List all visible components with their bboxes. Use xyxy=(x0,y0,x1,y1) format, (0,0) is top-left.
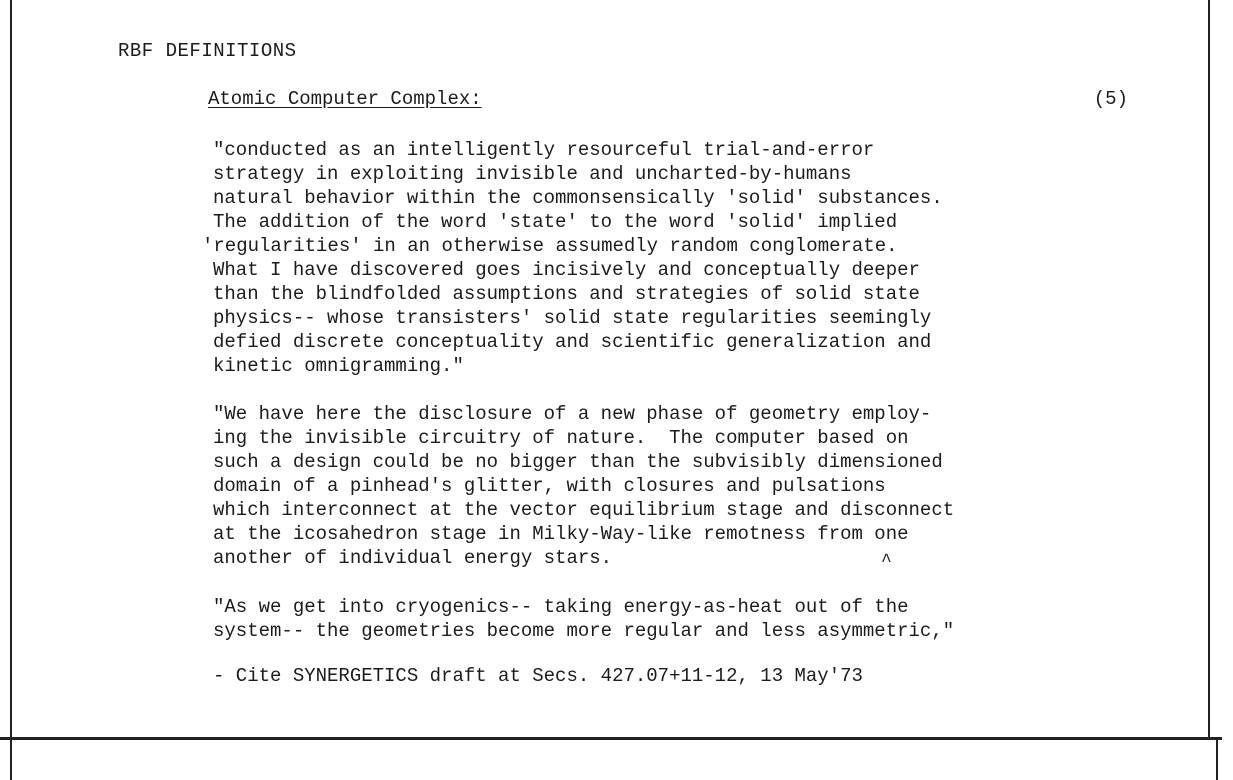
quote-2 xyxy=(213,402,954,570)
quote-line: at the icosahedron stage in Milky-Way-like remotness from one xyxy=(213,523,909,545)
quote-line: which interconnect at the vector equilibrium stage and disconnect xyxy=(213,499,955,521)
quote-line: 'regularities' in an otherwise assumedly random conglomerate. xyxy=(202,235,898,257)
card-bottom-rule xyxy=(0,737,1222,740)
reference-number: (5) xyxy=(1093,88,1128,110)
quote-line: such a design could be no bigger than the subvisibly dimensioned xyxy=(213,451,943,473)
quote-line: ing the invisible circuitry of nature. The computer based on xyxy=(213,427,909,449)
next-card-left-edge xyxy=(10,740,12,780)
handwritten-caret: ^ xyxy=(881,552,892,572)
quote-line: than the blindfolded assumptions and strategies of solid state xyxy=(213,283,920,305)
quote-line: another of individual energy stars. xyxy=(213,547,613,569)
quote-line: domain of a pinhead's glitter, with closures and pulsations xyxy=(213,475,886,497)
quote-line: "As we get into cryogenics-- taking energy-as-heat out of the xyxy=(213,596,909,618)
quote-line: "conducted as an intelligently resourceful trial-and-error xyxy=(213,139,875,161)
quote-line: defied discrete conceptuality and scientific generalization and xyxy=(213,331,932,353)
page-heading: RBF DEFINITIONS xyxy=(118,40,297,62)
quote-line: The addition of the word 'state' to the word 'solid' implied xyxy=(213,211,898,233)
quote-line: kinetic omnigramming." xyxy=(213,355,464,377)
quote-line: natural behavior within the commonsensically 'solid' substances. xyxy=(213,187,943,209)
term-row xyxy=(208,88,1128,114)
quote-line: system-- the geometries become more regular and less asymmetric," xyxy=(213,620,955,642)
next-card-right-edge xyxy=(1216,740,1218,780)
quote-1 xyxy=(202,138,943,378)
quote-3 xyxy=(213,595,954,643)
quote-line: What I have discovered goes incisively and conceptually deeper xyxy=(213,259,920,281)
quote-line: physics-- whose transisters' solid state regularities seemingly xyxy=(213,307,932,329)
quote-line: "We have here the disclosure of a new phase of geometry employ- xyxy=(213,403,932,425)
citation: - Cite SYNERGETICS draft at Secs. 427.07+11-12, 13 May'73 xyxy=(213,665,863,687)
quote-line: strategy in exploiting invisible and uncharted-by-humans xyxy=(213,163,852,185)
term-title: Atomic Computer Complex: xyxy=(208,88,482,110)
